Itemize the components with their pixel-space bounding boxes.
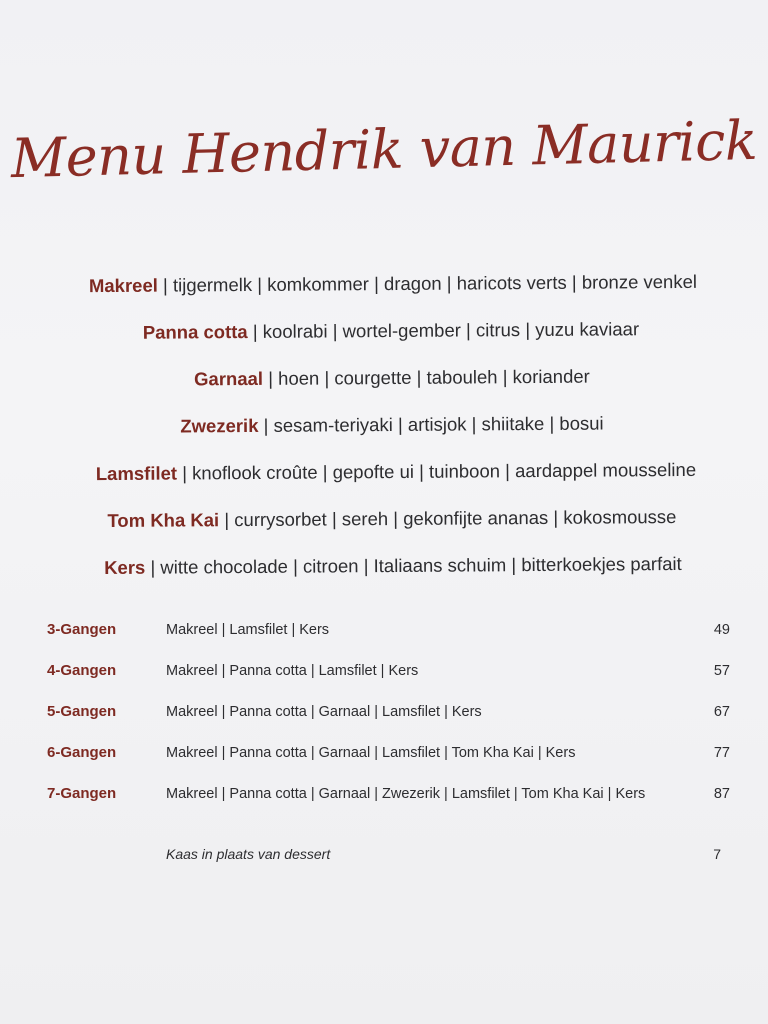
course-name: Zwezerik	[180, 414, 259, 437]
set-menu-label: 7-Gangen	[47, 785, 117, 802]
course-item	[9, 547, 768, 599]
course-details: | knoflook croûte | gepofte ui | tuinboon | aardappel mousseline	[176, 458, 697, 484]
course-name: Lamsfilet	[95, 462, 178, 485]
set-menu-label: 4-Gangen	[47, 662, 117, 679]
set-menu-price: 67	[713, 704, 730, 720]
cheese-option-text: Kaas in plaats van dessert	[166, 846, 331, 862]
course-item	[8, 406, 768, 458]
set-menu-row	[0, 616, 768, 657]
course-item	[12, 453, 768, 505]
course-item	[7, 312, 768, 364]
set-menu-price: 77	[713, 745, 730, 761]
course-item	[8, 359, 768, 411]
set-menu-label: 5-Gangen	[47, 703, 117, 720]
course-details: | tijgermelk | komkommer | dragon | haricots verts | bronze venkel	[157, 270, 698, 296]
course-name: Tom Kha Kai	[107, 509, 220, 531]
set-menu-dishes: Makreel | Panna cotta | Lamsfilet | Kers	[166, 663, 419, 679]
course-list	[0, 268, 768, 597]
set-menu-dishes: Makreel | Panna cotta | Garnaal | Lamsfilet | Tom Kha Kai | Kers	[166, 745, 576, 761]
set-menu-label: 6-Gangen	[47, 744, 117, 761]
set-menu-row	[0, 739, 768, 780]
course-name: Makreel	[88, 274, 158, 297]
course-name: Kers	[104, 556, 146, 579]
set-menu-price: 57	[713, 663, 730, 679]
set-menu-row	[0, 657, 768, 698]
set-menu-row	[0, 698, 768, 739]
course-details: | hoen | courgette | tabouleh | koriander	[262, 365, 590, 389]
course-details: | currysorbet | sereh | gekonfijte ananas | kokosmousse	[219, 506, 677, 531]
set-menu-row	[0, 780, 768, 821]
course-details: | koolrabi | wortel-gember | citrus | yuzu kaviaar	[247, 318, 640, 343]
cheese-option-price: 7	[713, 846, 721, 862]
course-item	[9, 265, 768, 317]
course-details: | sesam-teriyaki | artisjok | shiitake | bosui	[258, 412, 604, 436]
menu-title: Menu Hendrik van Maurick	[10, 108, 758, 191]
course-details: | witte chocolade | citroen | Italiaans schuim | bitterkoekjes parfait	[145, 552, 682, 578]
set-menu-label: 3-Gangen	[47, 621, 117, 638]
set-menu-price: 87	[713, 786, 730, 802]
set-menu-price: 49	[713, 622, 730, 638]
course-name: Panna cotta	[142, 321, 248, 343]
course-item	[8, 500, 768, 552]
course-name: Garnaal	[194, 367, 264, 390]
set-menu-dishes: Makreel | Lamsfilet | Kers	[166, 622, 330, 638]
set-menu-table	[0, 616, 768, 821]
set-menu-dishes: Makreel | Panna cotta | Garnaal | Lamsfilet | Kers	[166, 704, 482, 720]
set-menu-dishes: Makreel | Panna cotta | Garnaal | Zwezerik | Lamsfilet | Tom Kha Kai | Kers	[166, 786, 646, 802]
cheese-option	[0, 840, 768, 868]
